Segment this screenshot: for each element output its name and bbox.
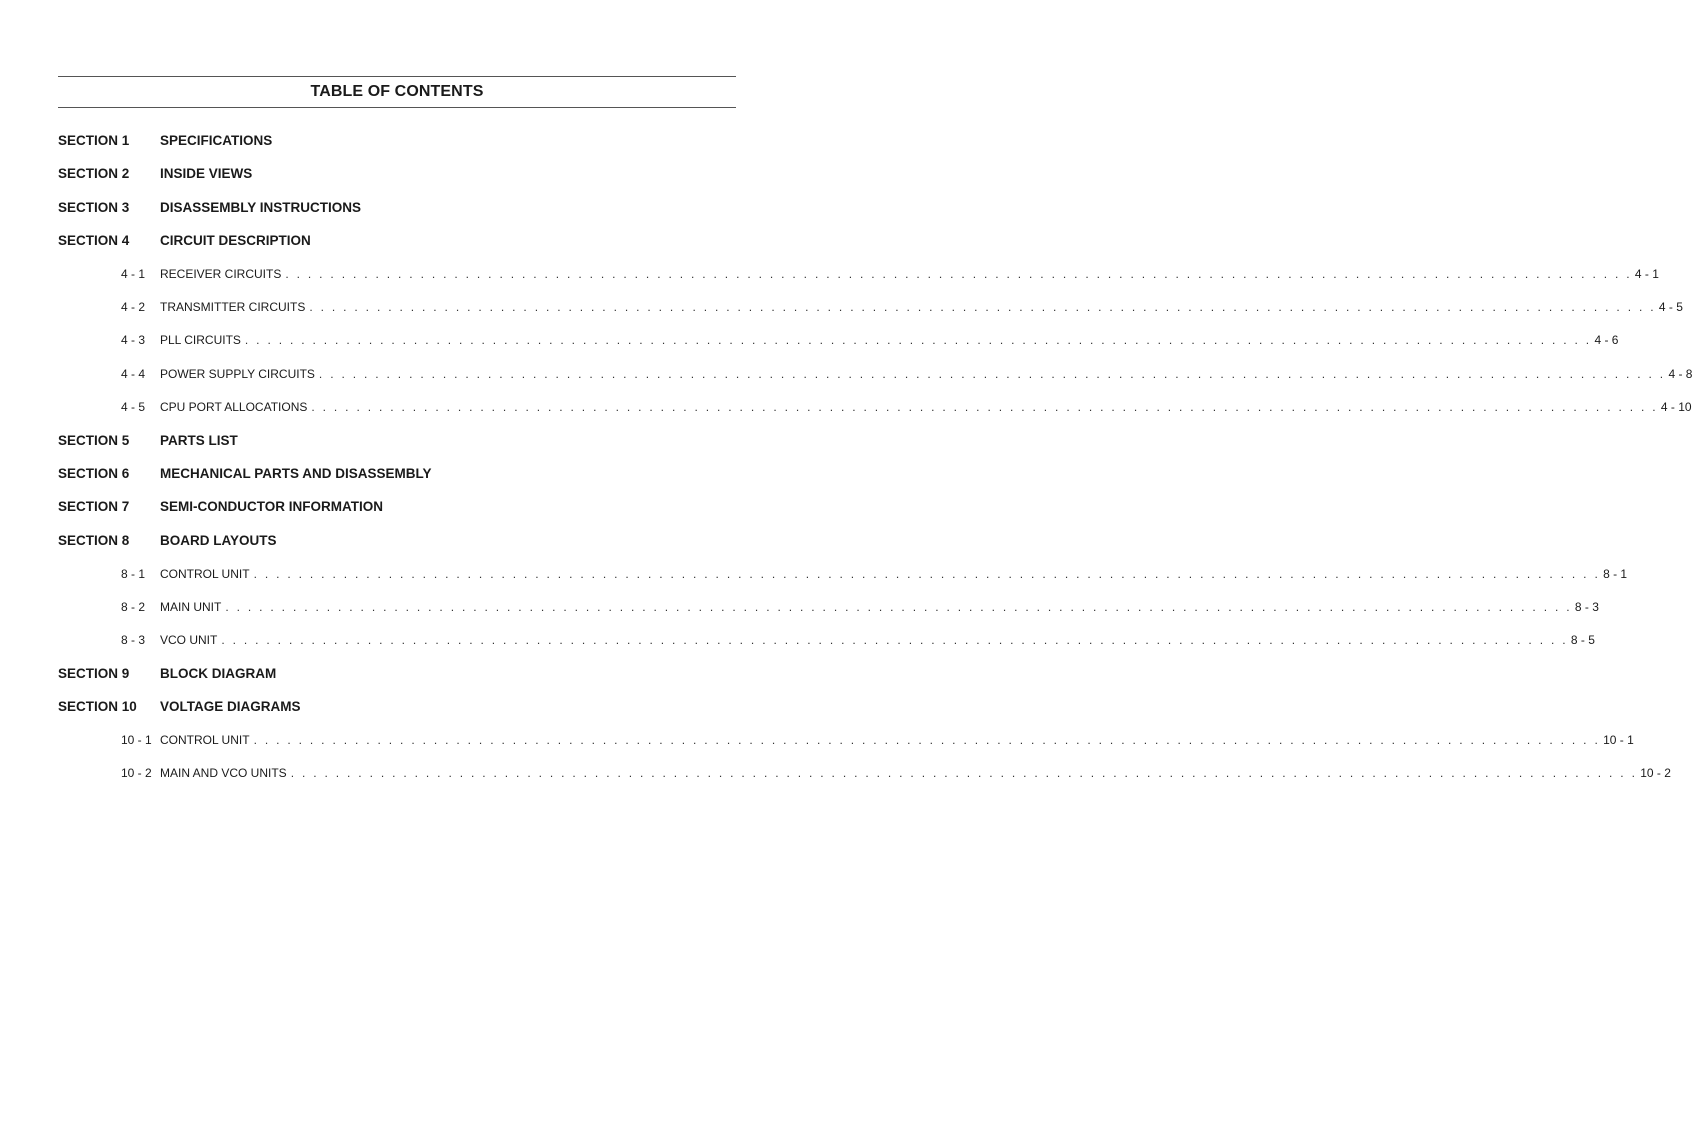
toc-section-row[interactable] — [58, 657, 736, 690]
page-reference: 4 - 8 — [1668, 366, 1692, 381]
subsection-title: MAIN UNIT — [160, 599, 222, 614]
section-number: SECTION 5 — [58, 432, 130, 448]
page-reference: 8 - 3 — [1574, 599, 1599, 614]
subsection-title: POWER SUPPLY CIRCUITS — [160, 366, 315, 381]
page-reference: 8 - 1 — [1603, 566, 1628, 581]
toc-subsection-row[interactable] — [58, 390, 1692, 423]
subsection-number: 8 - 3 — [121, 633, 146, 648]
section-title: BLOCK DIAGRAM — [160, 665, 277, 681]
subsection-number: 8 - 1 — [121, 566, 146, 581]
subsection-number: 4 - 2 — [121, 300, 146, 315]
toc-section-row[interactable] — [58, 490, 736, 523]
dot-leader: . . . . . . . . . . . . . . . . . . . . . . . . . . . . . . . . . . . . . . . . . . . . . . . . . . . . . . . . . . . . . . . . . . . . . . . . . . . . . . . . . . . . . . . . . . . . . . . . . . . . . . . . . . . . . . . . . . . . . . . . — [285, 266, 1632, 281]
subsection-number: 4 - 5 — [121, 400, 146, 415]
subsection-title: CONTROL UNIT — [160, 732, 250, 747]
section-title: INSIDE VIEWS — [160, 166, 253, 182]
section-number: SECTION 7 — [58, 499, 130, 515]
subsection-title: RECEIVER CIRCUITS — [160, 266, 282, 281]
section-number: SECTION 8 — [58, 532, 130, 548]
toc-section-row[interactable] — [58, 424, 736, 457]
toc-subsection-row[interactable] — [58, 324, 1619, 357]
toc-subsection-row[interactable] — [58, 723, 1634, 756]
dot-leader: . . . . . . . . . . . . . . . . . . . . . . . . . . . . . . . . . . . . . . . . . . . . . . . . . . . . . . . . . . . . . . . . . . . . . . . . . . . . . . . . . . . . . . . . . . . . . . . . . . . . . . . . . . . . . . . . . . . . . . . . — [253, 732, 1601, 747]
subsection-number: 4 - 4 — [121, 366, 146, 381]
page-reference: 4 - 1 — [1634, 266, 1659, 281]
subsection-number: 10 - 2 — [121, 766, 152, 781]
subsection-title: PLL CIRCUITS — [160, 333, 241, 348]
toc-subsection-row[interactable] — [58, 357, 1692, 390]
toc-subsection-row[interactable] — [58, 257, 1659, 290]
dot-leader: . . . . . . . . . . . . . . . . . . . . . . . . . . . . . . . . . . . . . . . . . . . . . . . . . . . . . . . . . . . . . . . . . . . . . . . . . . . . . . . . . . . . . . . . . . . . . . . . . . . . . . . . . . . . . . . . . . . . . . . . — [309, 300, 1656, 315]
section-number: SECTION 9 — [58, 665, 130, 681]
subsection-title: VCO UNIT — [160, 633, 218, 648]
page-reference: 10 - 2 — [1640, 766, 1671, 781]
title-rule — [58, 107, 736, 108]
dot-leader: . . . . . . . . . . . . . . . . . . . . . . . . . . . . . . . . . . . . . . . . . . . . . . . . . . . . . . . . . . . . . . . . . . . . . . . . . . . . . . . . . . . . . . . . . . . . . . . . . . . . . . . . . . . . . . . . . . . . . . . . — [311, 400, 1658, 415]
section-title: BOARD LAYOUTS — [160, 532, 277, 548]
page-title: TABLE OF CONTENTS — [310, 83, 484, 100]
subsection-title: CONTROL UNIT — [160, 566, 250, 581]
section-number: SECTION 4 — [58, 233, 130, 249]
page-reference: 8 - 5 — [1570, 633, 1595, 648]
toc-subsection-row[interactable] — [58, 557, 1628, 590]
subsection-title: MAIN AND VCO UNITS — [160, 766, 287, 781]
section-number: SECTION 6 — [58, 466, 130, 482]
toc-subsection-row[interactable] — [58, 290, 1683, 323]
toc-list — [58, 124, 1692, 790]
dot-leader: . . . . . . . . . . . . . . . . . . . . . . . . . . . . . . . . . . . . . . . . . . . . . . . . . . . . . . . . . . . . . . . . . . . . . . . . . . . . . . . . . . . . . . . . . . . . . . . . . . . . . . . . . . . . . . . . . . . . . . . . — [290, 766, 1638, 781]
page-reference: 4 - 10 — [1660, 400, 1692, 415]
subsection-title: CPU PORT ALLOCATIONS — [160, 400, 308, 415]
toc-section-row[interactable] — [58, 524, 736, 557]
toc-section-row[interactable] — [58, 690, 736, 723]
page-reference: 4 - 5 — [1658, 300, 1683, 315]
toc-section-row[interactable] — [58, 191, 736, 224]
section-title: SPECIFICATIONS — [160, 133, 273, 149]
dot-leader: . . . . . . . . . . . . . . . . . . . . . . . . . . . . . . . . . . . . . . . . . . . . . . . . . . . . . . . . . . . . . . . . . . . . . . . . . . . . . . . . . . . . . . . . . . . . . . . . . . . . . . . . . . . . . . . . . . . . . . . . — [244, 333, 1592, 348]
section-number: SECTION 2 — [58, 166, 130, 182]
section-title: VOLTAGE DIAGRAMS — [160, 699, 301, 715]
toc-section-row[interactable] — [58, 457, 736, 490]
section-title: MECHANICAL PARTS AND DISASSEMBLY — [160, 466, 432, 482]
toc-section-row[interactable] — [58, 224, 736, 257]
subsection-number: 4 - 1 — [121, 266, 146, 281]
toc-page — [58, 76, 1692, 790]
section-title: CIRCUIT DESCRIPTION — [160, 233, 311, 249]
section-number: SECTION 3 — [58, 199, 130, 215]
dot-leader: . . . . . . . . . . . . . . . . . . . . . . . . . . . . . . . . . . . . . . . . . . . . . . . . . . . . . . . . . . . . . . . . . . . . . . . . . . . . . . . . . . . . . . . . . . . . . . . . . . . . . . . . . . . . . . . . . . . . . . . . — [225, 599, 1572, 614]
dot-leader: . . . . . . . . . . . . . . . . . . . . . . . . . . . . . . . . . . . . . . . . . . . . . . . . . . . . . . . . . . . . . . . . . . . . . . . . . . . . . . . . . . . . . . . . . . . . . . . . . . . . . . . . . . . . . . . . . . . . . . . . — [253, 566, 1601, 581]
section-number: SECTION 10 — [58, 699, 137, 715]
page-reference: 4 - 6 — [1594, 333, 1619, 348]
subsection-number: 10 - 1 — [121, 732, 152, 747]
section-title: DISASSEMBLY INSTRUCTIONS — [160, 199, 362, 215]
subsection-number: 8 - 2 — [121, 599, 146, 614]
subsection-number: 4 - 3 — [121, 333, 146, 348]
subsection-title: TRANSMITTER CIRCUITS — [160, 300, 306, 315]
toc-section-row[interactable] — [58, 124, 736, 157]
toc-section-row[interactable] — [58, 157, 736, 190]
section-number: SECTION 1 — [58, 133, 130, 149]
toc-subsection-row[interactable] — [58, 590, 1599, 623]
toc-subsection-row[interactable] — [58, 757, 1671, 790]
section-title: PARTS LIST — [160, 432, 238, 448]
dot-leader: . . . . . . . . . . . . . . . . . . . . . . . . . . . . . . . . . . . . . . . . . . . . . . . . . . . . . . . . . . . . . . . . . . . . . . . . . . . . . . . . . . . . . . . . . . . . . . . . . . . . . . . . . . . . . . . . . . . . . . . . — [318, 366, 1666, 381]
page-reference: 10 - 1 — [1603, 732, 1634, 747]
dot-leader: . . . . . . . . . . . . . . . . . . . . . . . . . . . . . . . . . . . . . . . . . . . . . . . . . . . . . . . . . . . . . . . . . . . . . . . . . . . . . . . . . . . . . . . . . . . . . . . . . . . . . . . . . . . . . . . . . . . . . . . . — [221, 633, 1568, 648]
toc-subsection-row[interactable] — [58, 623, 1595, 656]
section-title: SEMI-CONDUCTOR INFORMATION — [160, 499, 383, 515]
